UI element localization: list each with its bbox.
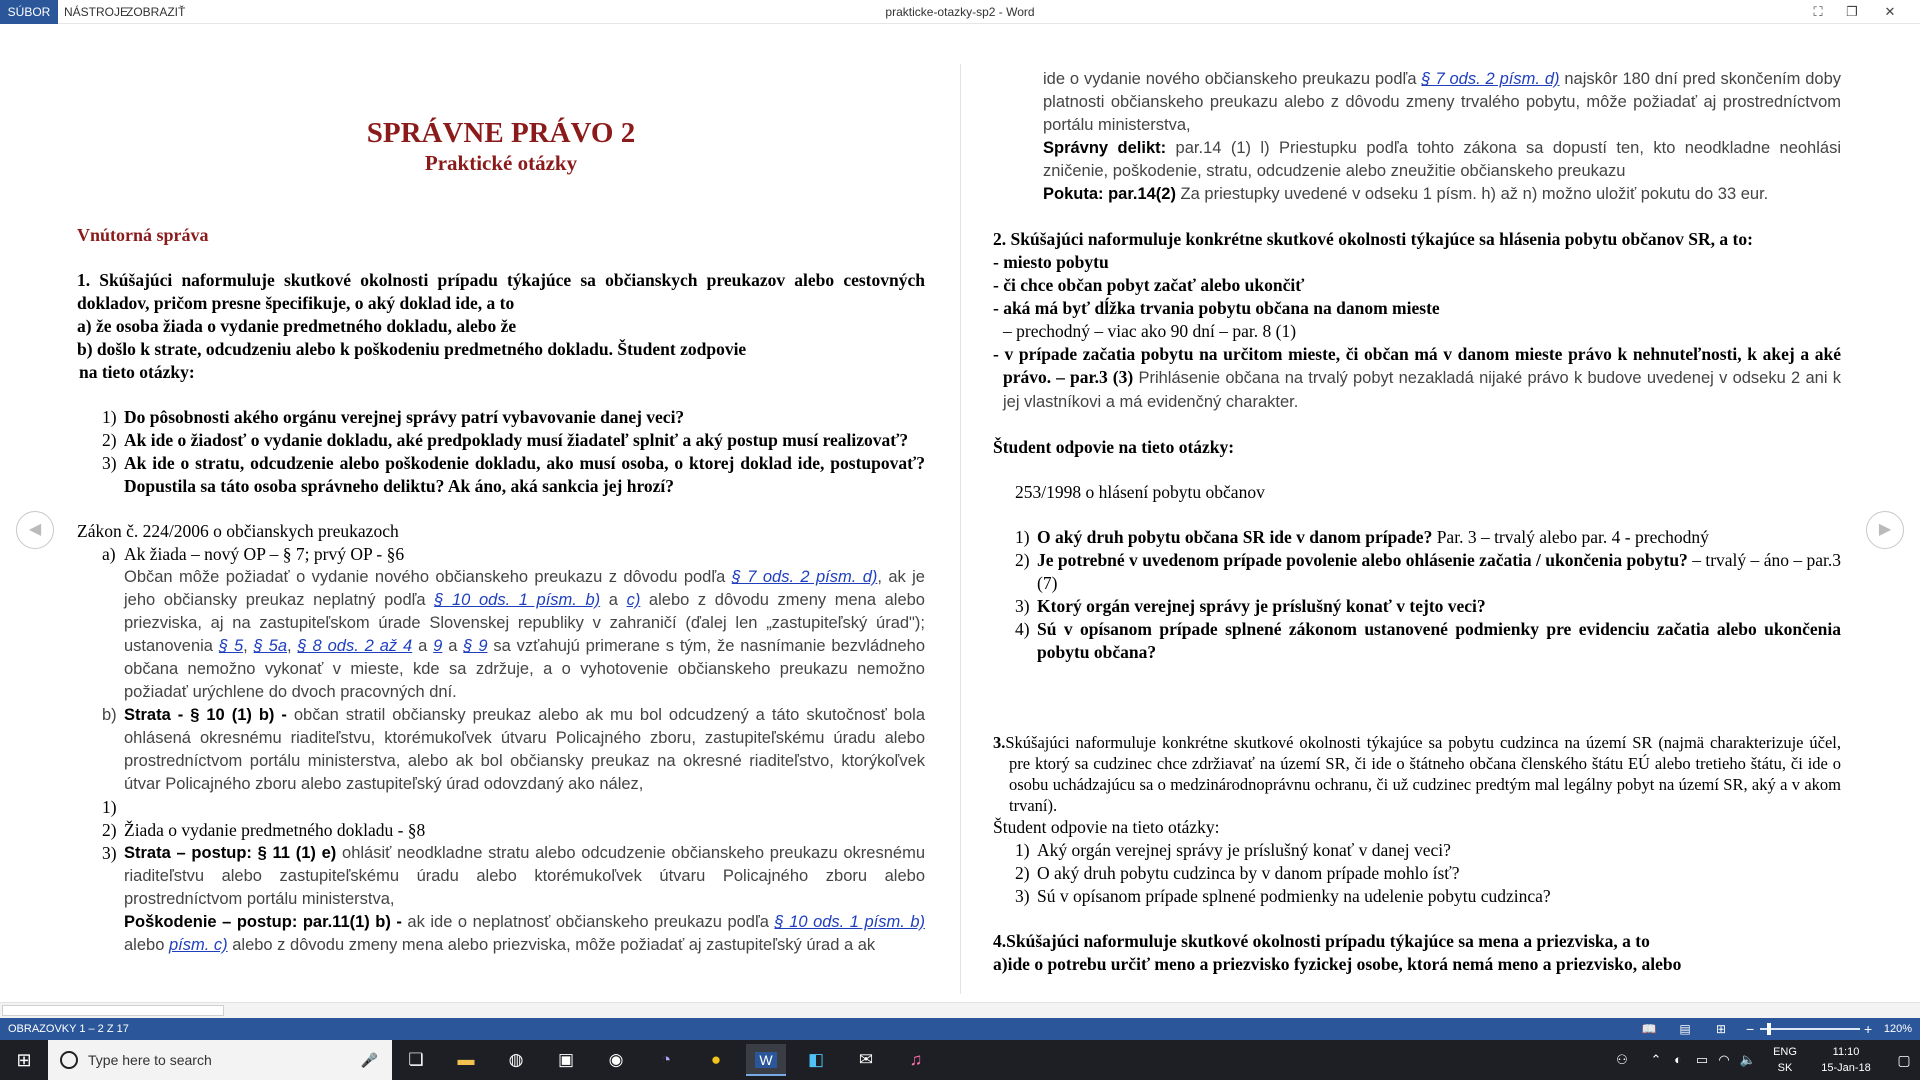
list-item: 1) Aký orgán verejnej správy je príslušný konať v danej veci? [1015,840,1451,860]
file-menu-tab[interactable]: SÚBOR [0,0,58,24]
list-item: 4) Sú v opísanom prípade splnené zákonom ustanovené podmienky pre evidenciu začatia alebo ukončenia pobytu občana? [1015,619,1841,662]
document-subtitle: Praktické otázky [424,151,578,175]
photos-app-icon[interactable]: ▣ [557,1050,575,1069]
file-explorer-icon[interactable]: ▬ [457,1050,475,1069]
question-1-tail: na tieto otázky: [79,362,195,382]
media-app-icon[interactable]: ◔ [660,1050,672,1069]
fine-text: Pokuta: par.14(2) Za priestupky uvedené v odseku 1 písm. h) až n) možno uložiť pokutu do 33 eur. [1043,185,1769,203]
title-bar [0,0,1920,24]
page-divider [960,64,961,994]
focus-mode-icon[interactable]: ⛶ [1813,4,1823,19]
list-item: 3) Strata – postup: § 11 (1) e) ohlásiť neodkladne stratu alebo odcudzenie občianskeho preukazu okresnému riaditeľstvu alebo zastupiteľskému úradu alebo ktorémukoľvek útvaru Policajného zboru alebo prostredníctvom portálu ministerstva, Poškodenie – postup: par.11(1) b) - ak ide o neplatnosť občianskeho preukazu podľa § 10 ods. 1 písm. b) alebo písm. c) alebo z dôvodu zmeny mena alebo priezviska, môže požiadať aj zastupiteľský úrad a ak [102,842,925,957]
answer-b-text: Strata - § 10 (1) b) - občan stratil občiansky preukaz alebo ak mu bol odcudzený a táto skutočnosť bola ohlásená okresnému riaditeľstvu, ktorémukoľvek útvaru Policajného zboru, zastupiteľskému úradu alebo prostredníctvom portálu ministerstva, alebo ak bol občiansky preukaz na okresné riaditeľstvo, ktorýkoľvek útvar Policajného zboru alebo zastupiteľský úrad odovzdaný ako nález, [124,706,925,793]
store-icon[interactable]: ◧ [807,1050,825,1069]
previous-screen-icon[interactable]: ◀ [16,511,54,549]
system-clock[interactable]: 11:10 15-Jan-18 [1821,1046,1871,1074]
next-screen-icon[interactable]: ▶ [1866,511,1904,549]
law-link[interactable]: § 10 ods. 1 písm. b) [774,913,926,931]
zoom-slider-handle[interactable] [1767,1023,1771,1035]
question-4-option-a: a)ide o potrebu určiť meno a priezvisko fyzickej osobe, ktorá nemá meno a priezvisko, alebo [993,954,1682,974]
continued-text: ide o vydanie nového občianskeho preukazu podľa § 7 ods. 2 písm. d) najskôr 180 dní pred skončením doby platnosti občianskeho preukazu alebo z dôvodu zmeny trvalého pobytu, môže požiadať aj prostredníctvom portálu ministerstva, [1043,70,1841,134]
cortana-icon [60,1051,78,1069]
list-item: 3) Ktorý orgán verejnej správy je príslušný konať v tejto veci? [1015,596,1486,616]
question-2-student-prompt: Študent odpovie na tieto otázky: [993,437,1235,457]
scrollbar-thumb[interactable] [2,1005,224,1016]
steam-icon[interactable]: ◉ [608,1050,624,1069]
list-item: 2) O aký druh pobytu cudzinca by v danom prípade mohlo ísť? [1015,863,1460,883]
page-counter: OBRAZOVKY 1 – 2 Z 17 [8,1023,129,1035]
question-1-option-a: a) že osoba žiada o vydanie predmetného dokladu, alebo že [77,316,517,336]
print-layout-icon[interactable]: ▤ [1679,1022,1691,1036]
restore-icon[interactable]: ❐ [1846,4,1858,19]
zoom-level[interactable]: 120% [1883,1023,1912,1035]
list-item-note: – prechodný – viac ako 90 dní – par. 8 (1) [1003,321,1297,341]
word-icon[interactable]: W [746,1044,786,1076]
list-item: 1) [102,797,117,817]
law-reference: Zákon č. 224/2006 o občianskych preukazoch [77,521,399,541]
question-3-student-prompt: Študent odpovie na tieto otázky: [993,817,1220,837]
window-title: prakticke-otazky-sp2 - Word [885,5,1035,19]
question-1-list [102,406,925,498]
volume-icon[interactable]: 🔈 [1739,1052,1757,1067]
left-page [77,90,925,957]
document-area[interactable] [0,24,1920,1002]
law-link[interactable]: § 10 ods. 1 písm. b) [434,591,601,609]
question-1-option-b: b) došlo k strate, odcudzeniu alebo k poškodeniu predmetného dokladu. Študent zodpovie [77,339,747,359]
answer-list [102,543,925,957]
document-title: SPRÁVNE PRÁVO 2 [366,117,636,149]
list-item: 1) Do pôsobnosti akého orgánu verejnej správy patrí vybavovanie danej veci? [102,407,685,427]
zoom-out-button[interactable]: − [1746,1021,1755,1037]
status-bar [0,1018,1920,1040]
section-heading: Vnútorná správa [77,225,209,245]
law-link[interactable]: § 8 ods. 2 až 4 [297,637,413,655]
law-link[interactable]: § 5a [253,637,288,655]
web-layout-icon[interactable]: ⊞ [1715,1022,1727,1036]
list-item: 3) Sú v opísanom prípade splnené podmienky na udelenie pobytu cudzinca? [1015,886,1551,906]
input-language[interactable]: ENG SK [1773,1046,1797,1074]
question-3-list [1015,839,1841,908]
tools-menu[interactable]: NÁSTROJE [64,5,129,19]
question-2-criteria [993,251,1841,414]
right-page [993,68,1841,976]
answer-a-heading: Ak žiada – nový OP – § 7; prvý OP - §6 [124,544,405,564]
tray-app-icon[interactable]: ◐ [1674,1052,1682,1067]
question-1-intro: 1. Skúšajúci naformuluje skutkové okolnosti prípadu týkajúce sa občianskych preukazov alebo cestovných dokladov, pričom presne špecifikuje, o aký doklad ide, a to [77,270,925,313]
itunes-icon[interactable]: ♫ [909,1050,923,1069]
taskbar [0,1040,1920,1080]
browser-icon[interactable]: ◍ [508,1050,524,1069]
law-link[interactable]: § 9 [463,637,488,655]
law-link[interactable]: 9 [433,637,443,655]
answer-a-text: Občan môže požiadať o vydanie nového občianskeho preukazu z dôvodu podľa § 7 ods. 2 písm. d), ak je jeho občiansky preukaz neplatný podľa § 10 ods. 1 písm. b) a c) alebo z dôvodu zmeny mena alebo priezviska, aj na zastupiteľskom úrade Slovenskej republiky v zahraničí (ďalej len „zastupiteľský úrad"); ustanovenia § 5, § 5a, § 8 ods. 2 až 4 a 9 a § 9 sa vzťahujú primerane s tým, že nasnímanie bezvládneho občana nemožno vykonať v mieste, kde sa zdržuje, a o vyhotovenie občianskeho preukazu nemožno požiadať urýchlene do dvoch pracovných dní. [124,568,926,701]
question-2-list [1015,526,1841,664]
list-item: - aká má byť dĺžka trvania pobytu občana na danom mieste [993,298,1440,318]
action-center-icon[interactable]: ▢ [1897,1052,1911,1068]
show-hidden-icons[interactable]: ⌃ [1650,1052,1662,1067]
law-link[interactable]: § 5 [218,637,244,655]
microphone-icon[interactable]: 🎤 [360,1052,378,1068]
taskbar-search-box[interactable] [48,1040,392,1080]
close-icon[interactable]: ✕ [1884,4,1896,19]
horizontal-scrollbar[interactable] [0,1002,1920,1018]
law-reference: 253/1998 o hlásení pobytu občanov [1015,482,1265,502]
read-mode-icon[interactable]: 📖 [1641,1022,1657,1036]
people-icon[interactable]: ⚇ [1616,1052,1628,1067]
view-menu[interactable]: ZOBRAZIŤ [126,5,186,19]
list-item: 3) Ak ide o stratu, odcudzenie alebo poškodenie dokladu, ako musí osoba, o ktorej doklad ide, postupovať? Dopustila sa táto osoba správneho deliktu? Ak áno, aká sankcia jej hrozí? [102,453,925,496]
list-item: 2) Žiada o vydanie predmetného dokladu - §8 [102,820,426,840]
answer-3-text: Strata – postup: § 11 (1) e) ohlásiť neodkladne stratu alebo odcudzenie občianskeho preukazu okresnému riaditeľstvu alebo zastupiteľskému úradu alebo ktorémukoľvek útvaru Policajného zboru alebo prostredníctvom portálu ministerstva, [124,844,925,908]
list-item: 1) O aký druh pobytu občana SR ide v danom prípade? Par. 3 – trvalý alebo par. 4 - prechodný [1015,527,1709,547]
law-link[interactable]: písm. c) [168,936,228,954]
task-view-icon[interactable]: ❏ [408,1050,424,1069]
list-item: 2) Ak ide o žiadosť o vydanie dokladu, aké predpoklady musí žiadateľ splniť a aký postup musí realizovať? [102,430,909,450]
law-link[interactable]: c) [626,591,641,609]
law-link[interactable]: § 7 ods. 2 písm. d) [731,568,878,586]
chrome-icon[interactable]: ● [710,1050,722,1069]
question-4-intro: 4.Skúšajúci naformuluje skutkové okolnosti prípadu týkajúce sa mena a priezviska, a to [993,931,1650,951]
list-item: - miesto pobytu [993,252,1109,272]
zoom-slider[interactable] [1760,1028,1860,1030]
administrative-offence-text: Správny delikt: par.14 (1) l) Priestupku podľa tohto zákona sa dopustí ten, kto neodkladne neohlási zničenie, poškodenie, stratu, odcudzenie alebo zneužitie občianskeho preukazu [1043,139,1841,180]
list-item: 2) Je potrebné v uvedenom prípade povolenie alebo ohlásenie začatia / ukončenia pobytu? – trvalý – áno – par.3 (7) [1015,550,1842,593]
list-item: a) Ak žiada – nový OP – § 7; prvý OP - §6 Občan môže požiadať o vydanie nového občianskeho preukazu z dôvodu podľa § 7 ods. 2 písm. d), ak je jeho občiansky preukaz neplatný podľa § 10 ods. 1 písm. b) a c) alebo z dôvodu zmeny mena alebo priezviska, aj na zastupiteľskom úrade Slovenskej republiky v zahraničí (ďalej len „zastupiteľský úrad"); ustanovenia § 5, § 5a, § 8 ods. 2 až 4 a 9 a § 9 sa vzťahujú primerane s tým, že nasnímanie bezvládneho občana nemožno vykonať v mieste, kde sa zdržuje, a o vyhotovenie občianskeho preukazu nemožno požiadať urýchlene do dvoch pracovných dní. [102,543,925,704]
wifi-icon[interactable]: ◠ [1718,1052,1730,1067]
mail-icon[interactable]: ✉ [858,1050,874,1069]
windows-start-icon[interactable]: ⊞ [16,1050,32,1070]
law-link[interactable]: § 7 ods. 2 písm. d) [1421,70,1560,88]
list-item: - či chce občan pobyt začať alebo ukončiť [993,275,1305,295]
question-3-intro: 3.Skúšajúci naformuluje konkrétne skutkové okolnosti týkajúce sa pobytu cudzinca na území SR (najmä charakterizuje účel, pre ktorý sa cudzinec chce zdržiavať na území SR, či ide o štátneho občana členského štátu EÚ alebo tretieho štátu, či ide o osobu uchádzajúcu sa o medzinárodnoprávnu ochranu, či už cudzinec predtým mal legálny pobyt na území SR, aký a v akom trvaní). [993,733,1841,815]
answer-2-text: Žiada o vydanie predmetného dokladu - §8 [124,820,426,840]
search-placeholder: Type here to search [88,1052,212,1068]
battery-icon[interactable]: ▭ [1695,1052,1709,1067]
question-2-intro: 2. Skúšajúci naformuluje konkrétne skutkové okolnosti týkajúce sa hlásenia pobytu občanov SR, a to: [993,229,1753,249]
zoom-in-button[interactable]: + [1864,1021,1873,1037]
list-item: - v prípade začatia pobytu na určitom mieste, či občan má v danom mieste právo k nehnuteľnosti, k akej a aké právo. – par.3 (3) Prihlásenie občana na trvalý pobyt nezakladá nijaké právo k budove uvedenej v odseku 2 ani k jej vlastníkovi a má evidenčný charakter. [993,344,1841,411]
list-item: b) Strata - § 10 (1) b) - občan stratil občiansky preukaz alebo ak mu bol odcudzený a táto skutočnosť bola ohlásená okresnému riaditeľstvu, ktorémukoľvek útvaru Policajného zboru, zastupiteľskému úradu alebo prostredníctvom portálu ministerstva, alebo ak bol občiansky preukaz na okresné riaditeľstvo, ktorýkoľvek útvar Policajného zboru alebo zastupiteľský úrad odovzdaný ako nález, [102,704,925,796]
damage-procedure-text: Poškodenie – postup: par.11(1) b) - ak ide o neplatnosť občianskeho preukazu podľa § 10 ods. 1 písm. b) alebo písm. c) alebo z dôvodu zmeny mena alebo priezviska, môže požiadať aj zastupiteľský úrad a ak [124,913,926,954]
